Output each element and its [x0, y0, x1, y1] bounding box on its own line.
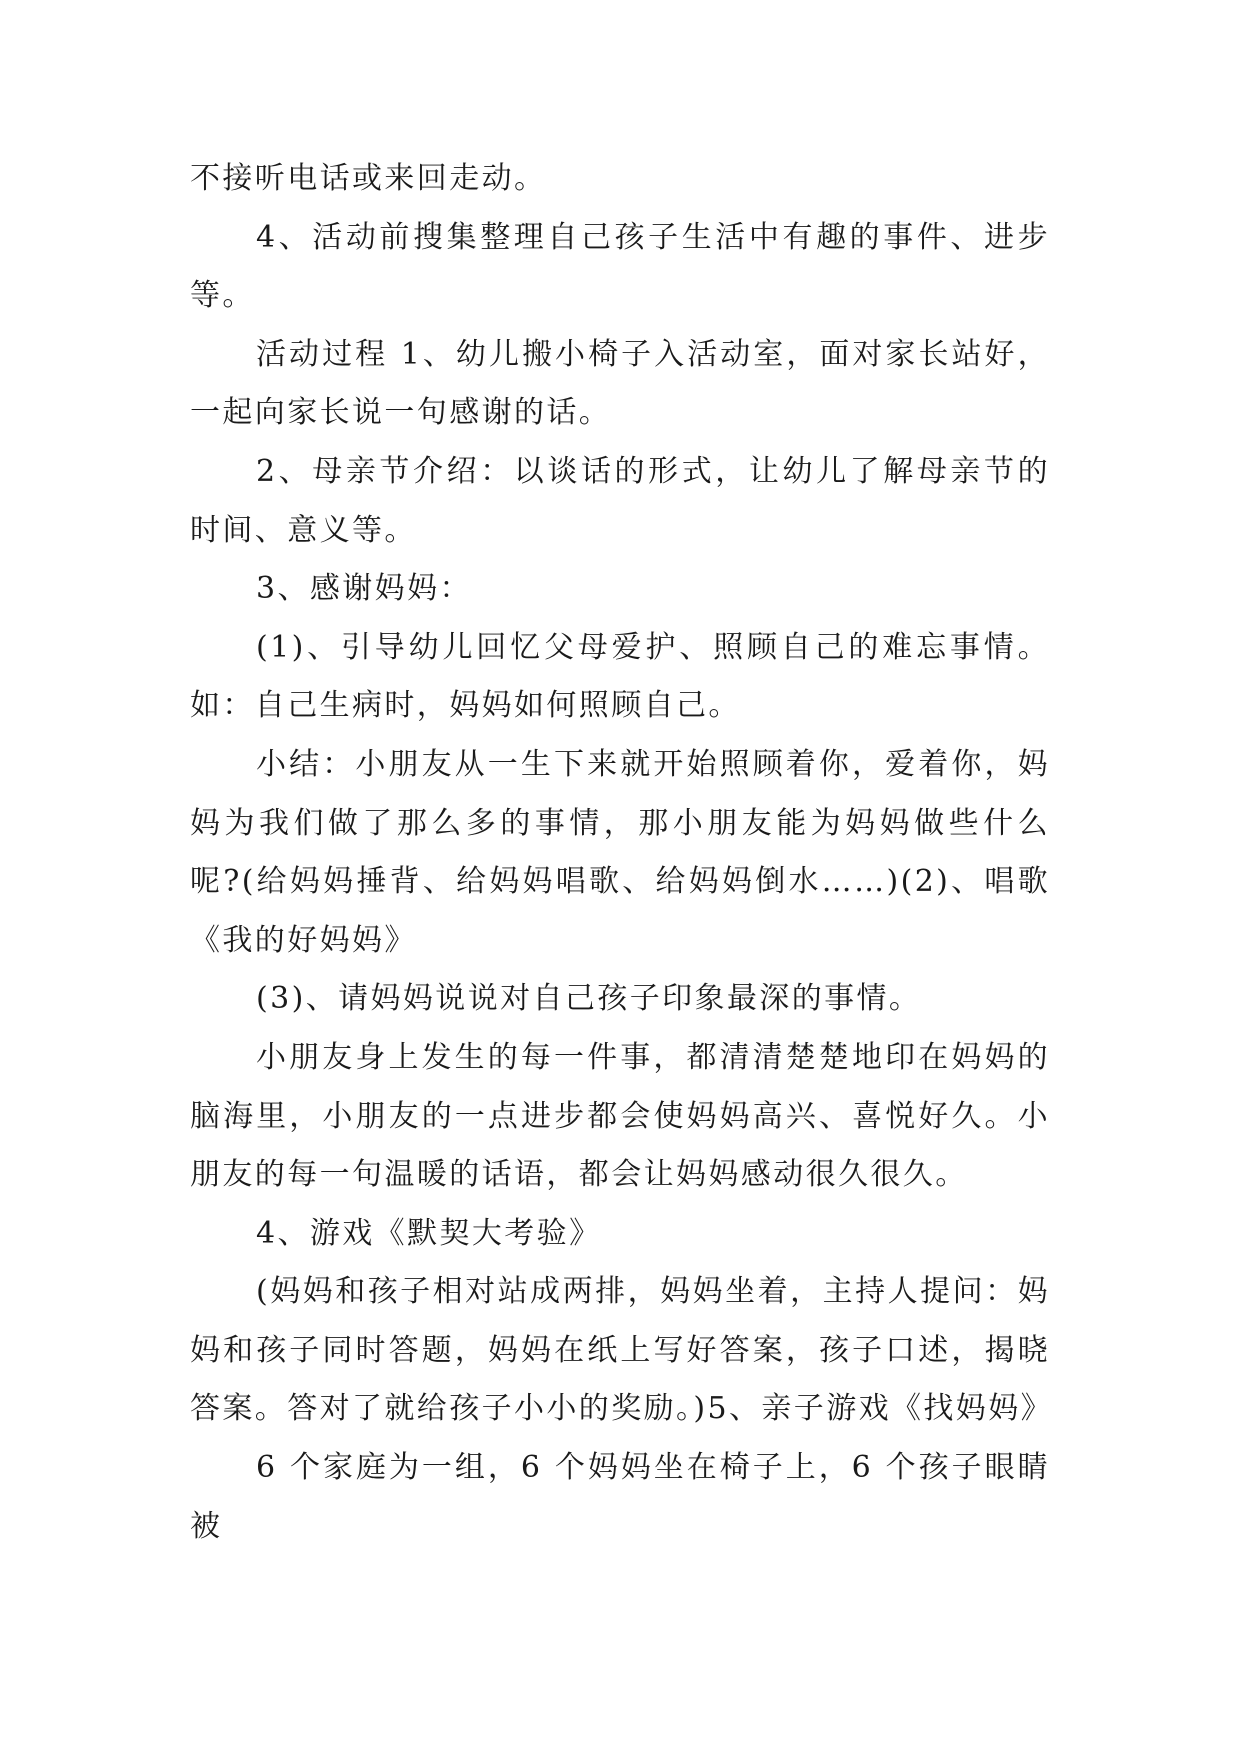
paragraph: 4、游戏《默契大考验》: [256, 1215, 602, 1251]
paragraph: 不接听电话或来回走动。: [190, 161, 547, 196]
paragraph: 小结：小朋友从一生下来就开始照顾着你，爱着你，妈妈为我们做了那么多的事情，那小朋友能为妈妈做些什么呢?(给妈妈捶背、给妈妈唱歌、给妈妈倒水……)(2)、唱歌《我的好妈妈》: [190, 746, 1050, 958]
paragraph: 3、感谢妈妈：: [256, 571, 472, 607]
paragraph: (1)、引导幼儿回忆父母爱护、照顾自己的难忘事情。如：自己生病时，妈妈如何照顾自己。: [190, 629, 1050, 724]
paragraph: 4、活动前搜集整理自己孩子生活中有趣的事件、进步等。: [190, 219, 1050, 314]
paragraph: 2、母亲节介绍：以谈话的形式，让幼儿了解母亲节的时间、意义等。: [190, 453, 1050, 548]
document-page: [190, 150, 1053, 1556]
paragraph: 活动过程 1、幼儿搬小椅子入活动室，面对家长站好，一起向家长说一句感谢的话。: [190, 336, 1050, 431]
paragraph: (妈妈和孩子相对站成两排，妈妈坐着，主持人提问：妈妈和孩子同时答题，妈妈在纸上写好答案，孩子口述，揭晓答案。答对了就给孩子小小的奖励。)5、亲子游戏《找妈妈》: [190, 1274, 1053, 1427]
paragraph: (3)、请妈妈说说对自己孩子印象最深的事情。: [256, 981, 922, 1017]
paragraph: 小朋友身上发生的每一件事，都清清楚楚地印在妈妈的脑海里，小朋友的一点进步都会使妈妈高兴、喜悦好久。小朋友的每一句温暖的话语，都会让妈妈感动很久很久。: [190, 1039, 1050, 1193]
paragraph: 6 个家庭为一组，6 个妈妈坐在椅子上，6 个孩子眼睛被: [190, 1450, 1050, 1544]
